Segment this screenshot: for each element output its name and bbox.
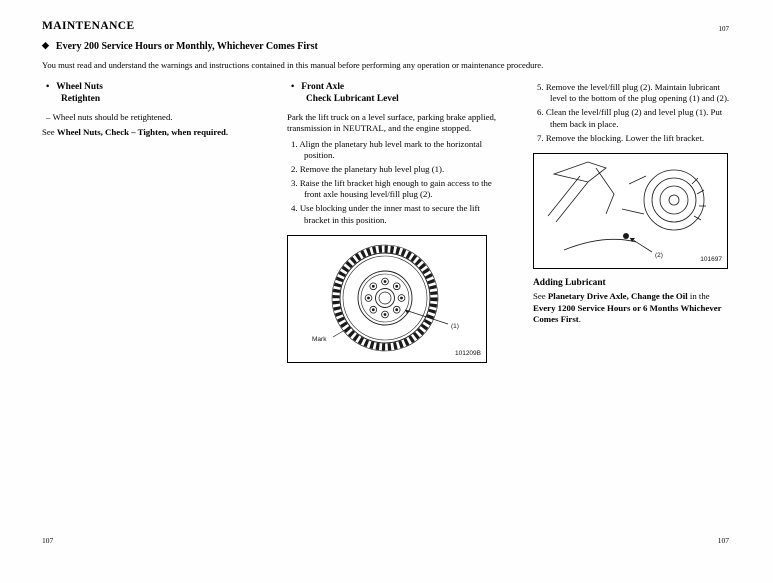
dash-icon: – bbox=[46, 111, 51, 122]
step-number: 4. bbox=[291, 203, 298, 214]
plug-2-label: (2) bbox=[655, 252, 663, 260]
step-2 bbox=[291, 164, 499, 175]
see-reference-bold-1: Planetary Drive Axle, Change the Oil bbox=[547, 291, 688, 302]
wheel-nuts-heading-text: Wheel Nuts bbox=[56, 82, 103, 92]
figure-axle-plug bbox=[533, 153, 728, 269]
step-number: 6. bbox=[537, 107, 544, 118]
step-text: Align the planetary hub level mark to the horizontal position. bbox=[299, 138, 483, 161]
mark-label: Mark bbox=[312, 335, 327, 343]
step-6 bbox=[537, 107, 734, 130]
axle-drawing bbox=[534, 154, 727, 268]
adding-lubricant-heading: Adding Lubricant bbox=[533, 278, 606, 289]
step-number: 5. bbox=[537, 82, 544, 92]
step-3 bbox=[291, 178, 499, 201]
step-number: 7. bbox=[537, 132, 544, 143]
step-number: 1. bbox=[291, 138, 298, 149]
step-number: 3. bbox=[291, 177, 298, 188]
wheel-nuts-heading bbox=[42, 82, 272, 93]
step-text: Clean the level/fill plug (2) and level plug (1). Put them back in place. bbox=[545, 107, 723, 129]
column-wheel-nuts bbox=[42, 82, 272, 139]
column-front-axle bbox=[287, 82, 499, 363]
step-text: Raise the lift bracket high enough to gain access to the front axle housing level/fill plug (2). bbox=[299, 177, 492, 200]
step-7 bbox=[537, 133, 734, 144]
check-lubricant-subheading: Check Lubricant Level bbox=[306, 94, 399, 105]
plug-1-label: (1) bbox=[451, 322, 459, 330]
figure-planetary-hub bbox=[287, 235, 487, 363]
step-text: Remove the planetary hub level plug (1). bbox=[299, 163, 445, 174]
see-prefix: See bbox=[533, 291, 548, 302]
see-reference-bold: Wheel Nuts, Check – Tighten, when required. bbox=[56, 127, 229, 138]
step-text: Use blocking under the inner mast to secure the lift bracket in this position. bbox=[299, 203, 480, 225]
wheel-nuts-item bbox=[42, 112, 272, 123]
front-axle-heading-text: Front Axle bbox=[301, 82, 345, 92]
bullet-icon: • bbox=[291, 82, 295, 92]
step-text: Remove the blocking. Lower the lift bracket. bbox=[545, 132, 705, 143]
section-heading bbox=[42, 41, 318, 52]
section-heading-text: Every 200 Service Hours or Monthly, Whichever Comes First bbox=[55, 41, 318, 52]
page-number-bottom-left: 107 bbox=[42, 536, 54, 545]
see-mid: in the bbox=[687, 291, 710, 302]
page-title: MAINTENANCE bbox=[42, 20, 135, 32]
bullet-icon: • bbox=[46, 82, 50, 92]
figure-number: 101209B bbox=[454, 349, 481, 357]
front-axle-heading bbox=[287, 82, 499, 93]
page-number-top-right: 107 bbox=[718, 25, 729, 33]
step-1 bbox=[291, 139, 499, 162]
step-text: Remove the level/fill plug (2). Maintain lubricant level to the bottom of the plug opening (1) and (2). bbox=[545, 82, 730, 104]
step-number: 2. bbox=[291, 163, 298, 174]
front-axle-intro-para: Park the lift truck on a level surface, parking brake applied, transmission in NEUTRAL, and the engine stopped. bbox=[287, 111, 497, 134]
retighten-subheading: Retighten bbox=[61, 94, 101, 105]
adding-lubricant-see-reference bbox=[533, 291, 734, 325]
page-number-bottom-right: 107 bbox=[717, 536, 729, 545]
see-prefix: See bbox=[42, 127, 57, 138]
step-4 bbox=[291, 203, 499, 226]
diamond-bullet-icon: ◆ bbox=[42, 40, 49, 50]
figure-number: 101697 bbox=[700, 255, 722, 263]
wheel-nuts-item-text: Wheel nuts should be retightened. bbox=[52, 111, 173, 122]
intro-warning-text: You must read and understand the warnings and instructions contained in this manual before performing any operation or maintenance procedure. bbox=[42, 60, 544, 70]
step-5 bbox=[537, 82, 734, 105]
see-reference-bold-2: Every 1200 Service Hours or 6 Months Whichever Comes First bbox=[533, 302, 722, 325]
see-suffix: . bbox=[578, 314, 581, 325]
column-steps-5-7 bbox=[533, 82, 734, 326]
wheel-nuts-see-reference bbox=[42, 127, 272, 138]
